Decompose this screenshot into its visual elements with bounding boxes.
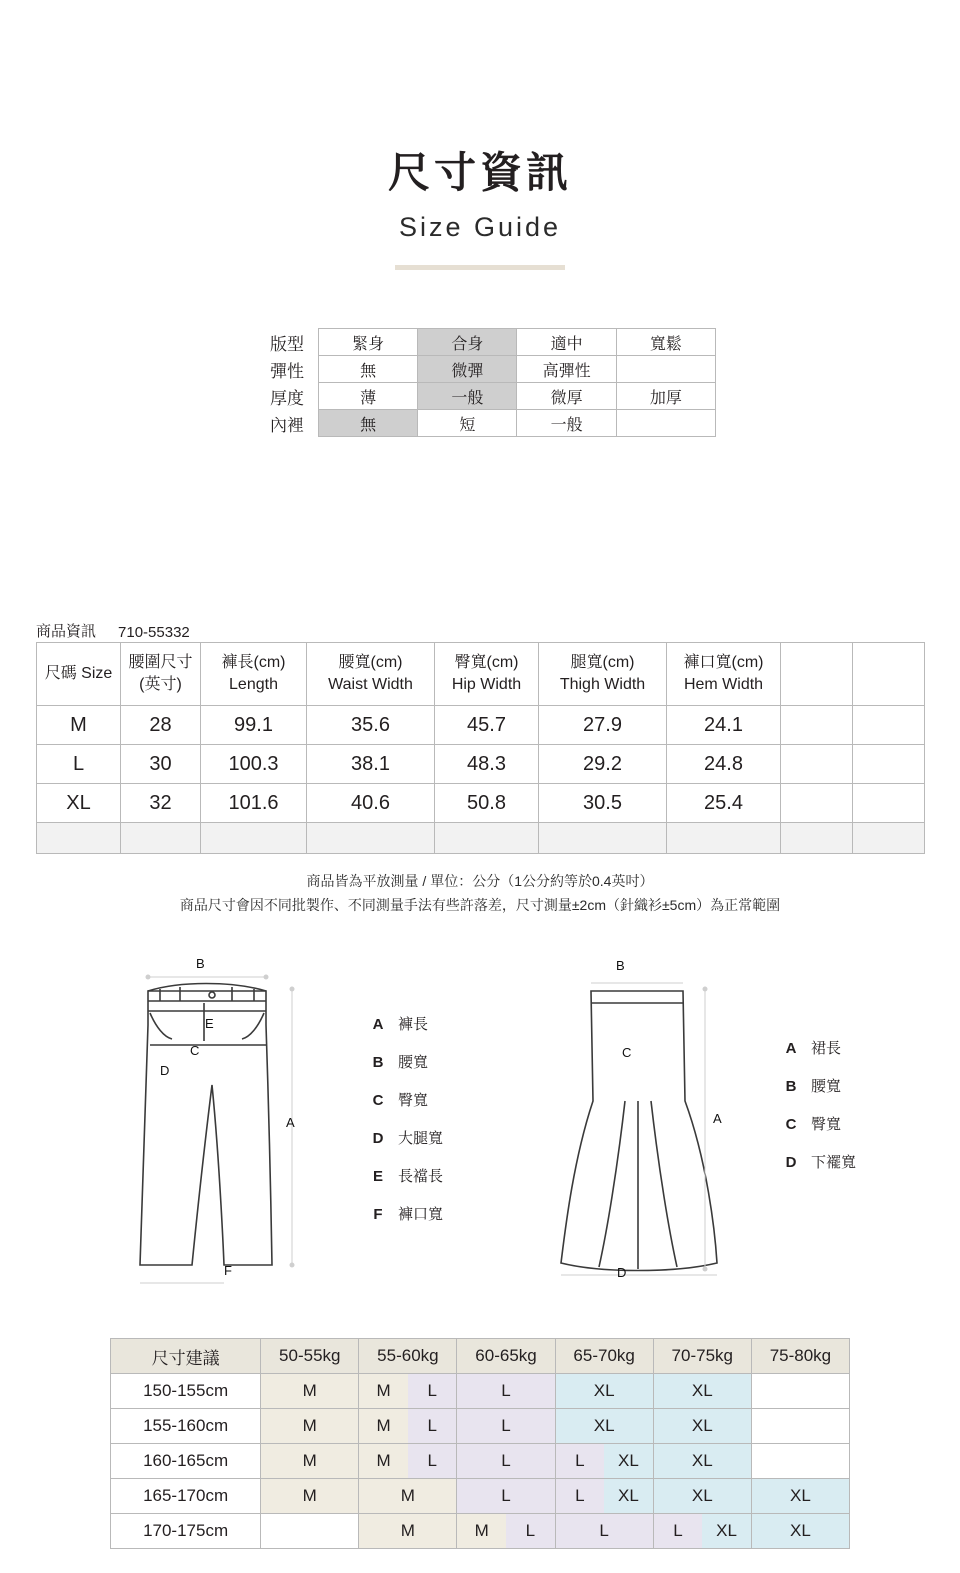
header-zh: 臀寬(cm) (454, 654, 519, 672)
recommended-size (752, 1409, 849, 1443)
recommended-size: XL (654, 1479, 751, 1513)
recommended-size: L (556, 1444, 605, 1478)
size-table-cell: 45.7 (435, 706, 539, 745)
size-table-header-cell (667, 643, 781, 706)
recommendation-cell (751, 1409, 849, 1444)
header-zh: 尺碼 Size (44, 665, 113, 683)
size-table-header-row (37, 643, 925, 706)
recommendation-cell (457, 1514, 555, 1549)
size-table-spacer-cell (539, 823, 667, 854)
recommended-size (752, 1444, 849, 1478)
title-divider (395, 265, 565, 270)
pants-legend (372, 1017, 443, 1245)
recommendation-cell (359, 1514, 457, 1549)
recommended-size: L (408, 1409, 457, 1443)
attribute-label: 版型 (270, 334, 305, 354)
header-zh: 褲長(cm) (221, 654, 286, 672)
recommendation-cell (555, 1444, 653, 1479)
recommendation-cell (457, 1479, 555, 1514)
size-table-cell (853, 784, 925, 823)
pants-legend-label: 褲口寬 (398, 1206, 444, 1223)
skirt-legend-label: 臀寬 (811, 1116, 842, 1133)
recommendation-cell (359, 1444, 457, 1479)
size-table-spacer-cell (121, 823, 201, 854)
recommended-size: XL (604, 1444, 653, 1478)
header-zh: 褲口寬(cm) (683, 654, 764, 672)
recommendation-cell (261, 1444, 359, 1479)
size-table-spacer-cell (853, 823, 925, 854)
size-table-cell (781, 706, 853, 745)
pants-legend-item (372, 1207, 443, 1222)
size-table-cell: 40.6 (307, 784, 435, 823)
size-table-cell: 28 (121, 706, 201, 745)
note-line-1: 商品皆為平放測量 / 單位：公分（1公分約等於0.4英吋） (306, 873, 654, 889)
recommended-size: M (261, 1479, 358, 1513)
recommendation-cell (751, 1479, 849, 1514)
weight-header-cell: 50-55kg (261, 1339, 359, 1374)
size-table-header-cell (37, 643, 121, 706)
size-recommendation-table (110, 1338, 850, 1549)
recommended-size: XL (654, 1374, 751, 1408)
recommendation-cell (261, 1374, 359, 1409)
skirt-legend-key: A (785, 1040, 797, 1057)
skirt-legend-label: 腰寬 (811, 1078, 842, 1095)
pants-legend-label: 腰寬 (398, 1054, 429, 1071)
recommendation-cell (555, 1479, 653, 1514)
header-en: Thigh Width (559, 676, 646, 693)
attribute-option[interactable]: 短 (418, 410, 517, 437)
table-row (37, 745, 925, 784)
attribute-label: 內裡 (270, 415, 305, 435)
table-row (111, 1479, 850, 1514)
recommendation-cell (457, 1374, 555, 1409)
size-table-header-cell (781, 643, 853, 706)
attribute-option[interactable] (616, 410, 715, 437)
recommended-size: L (457, 1444, 554, 1478)
skirt-mark-b: B (616, 958, 625, 973)
recommended-size (752, 1374, 849, 1408)
recommended-size: L (654, 1514, 703, 1548)
recommendation-cell (751, 1514, 849, 1549)
attribute-option[interactable]: 緊身 (319, 329, 418, 356)
pants-legend-label: 褲長 (398, 1016, 429, 1033)
attribute-label: 彈性 (270, 361, 305, 381)
height-row-label: 160-165cm (111, 1444, 261, 1479)
recommendation-cell (555, 1514, 653, 1549)
pants-legend-item (372, 1169, 443, 1184)
attribute-option[interactable]: 高彈性 (517, 356, 616, 383)
recommendation-header-row (111, 1339, 850, 1374)
measurement-diagrams (0, 945, 960, 1300)
header-zh: 腿寬(cm) (570, 654, 635, 672)
skirt-legend-item (785, 1117, 856, 1132)
weight-header-cell: 60-65kg (457, 1339, 555, 1374)
size-table-cell: 48.3 (435, 745, 539, 784)
skirt-legend-key: B (785, 1078, 797, 1095)
attribute-row (228, 383, 716, 410)
size-table-cell: 101.6 (201, 784, 307, 823)
size-recommendation-wrapper (110, 1338, 850, 1549)
height-row-label: 165-170cm (111, 1479, 261, 1514)
size-table-spacer-cell (667, 823, 781, 854)
weight-header-cell: 55-60kg (359, 1339, 457, 1374)
recommended-size: XL (654, 1444, 751, 1478)
size-table-header-cell (307, 643, 435, 706)
recommendation-cell (359, 1409, 457, 1444)
recommended-size: L (408, 1444, 457, 1478)
size-table-spacer-cell (37, 823, 121, 854)
recommended-size: M (359, 1409, 408, 1443)
recommendation-cell (751, 1444, 849, 1479)
header-en: Hem Width (683, 676, 764, 693)
recommended-size: XL (654, 1409, 751, 1443)
weight-header-cell: 75-80kg (751, 1339, 849, 1374)
size-table-header-cell (853, 643, 925, 706)
skirt-legend-key: D (785, 1154, 797, 1171)
recommendation-cell (653, 1409, 751, 1444)
pants-diagram-icon (120, 965, 340, 1295)
attribute-option[interactable]: 加厚 (616, 383, 715, 410)
attribute-option[interactable]: 適中 (517, 329, 616, 356)
size-table-cell: 35.6 (307, 706, 435, 745)
attribute-option[interactable]: 微厚 (517, 383, 616, 410)
size-table (36, 642, 925, 854)
skirt-legend (785, 1041, 856, 1193)
weight-header-cell: 65-70kg (555, 1339, 653, 1374)
recommended-size: XL (752, 1479, 849, 1513)
attribute-option[interactable]: 一般 (418, 383, 517, 410)
size-table-spacer-cell (307, 823, 435, 854)
recommendation-cell (261, 1409, 359, 1444)
pants-legend-key: F (373, 1206, 383, 1223)
pants-legend-item (372, 1017, 443, 1032)
pants-legend-label: 大腿寬 (398, 1130, 444, 1147)
attribute-option[interactable]: 合身 (418, 329, 517, 356)
size-table-spacer-cell (201, 823, 307, 854)
skirt-legend-item (785, 1041, 856, 1056)
recommended-size: M (359, 1444, 408, 1478)
attribute-row (228, 329, 716, 356)
weight-header-cell: 70-75kg (653, 1339, 751, 1374)
recommended-size: L (457, 1374, 554, 1408)
size-table-cell: 30.5 (539, 784, 667, 823)
size-table-cell: 50.8 (435, 784, 539, 823)
recommended-size: M (359, 1514, 456, 1548)
table-row (111, 1409, 850, 1444)
product-info (36, 620, 190, 641)
recommended-size: L (408, 1374, 457, 1408)
pants-mark-b: B (196, 956, 205, 971)
attribute-option[interactable]: 無 (319, 410, 418, 437)
size-table-cell: 25.4 (667, 784, 781, 823)
pants-legend-key: D (372, 1130, 384, 1147)
measurement-notes (0, 870, 960, 918)
size-table-cell (781, 784, 853, 823)
recommendation-cell (751, 1374, 849, 1409)
recommended-size: M (457, 1514, 506, 1548)
pants-mark-e: E (205, 1016, 214, 1031)
pants-legend-label: 長襠長 (398, 1168, 444, 1185)
skirt-legend-label: 下襬寬 (811, 1154, 857, 1171)
recommendation-corner-label: 尺寸建議 (111, 1339, 261, 1374)
recommendation-cell (653, 1444, 751, 1479)
recommended-size: XL (752, 1514, 849, 1548)
recommended-size: M (359, 1479, 456, 1513)
table-row (111, 1514, 850, 1549)
size-table-header-cell (201, 643, 307, 706)
recommended-size: L (556, 1514, 653, 1548)
note-line-2: 商品尺寸會因不同批製作、不同測量手法有些許落差，尺寸測量±2cm（針織衫±5cm）為正常範圍 (179, 896, 781, 913)
recommended-size: XL (556, 1374, 653, 1408)
skirt-mark-d: D (617, 1265, 627, 1280)
size-table-cell: 27.9 (539, 706, 667, 745)
recommended-size: M (261, 1444, 358, 1478)
skirt-mark-c: C (622, 1045, 632, 1060)
pants-legend-key: E (372, 1168, 383, 1185)
skirt-legend-item (785, 1079, 856, 1094)
skirt-diagram-icon (555, 981, 725, 1281)
attribute-option[interactable]: 薄 (319, 383, 418, 410)
size-table-cell (781, 745, 853, 784)
product-code: 710-55332 (118, 624, 190, 641)
pants-legend-item (372, 1131, 443, 1146)
recommended-size: L (457, 1479, 554, 1513)
header-en: Hip Width (451, 676, 522, 693)
pants-mark-d: D (160, 1063, 170, 1078)
attribute-row (228, 356, 716, 383)
size-table-cell (853, 745, 925, 784)
size-table-cell: 24.8 (667, 745, 781, 784)
size-table-cell: XL (37, 784, 121, 823)
pants-legend-label: 臀寬 (398, 1092, 429, 1109)
size-table-spacer-row (37, 823, 925, 854)
recommendation-cell (653, 1374, 751, 1409)
header-zh: 腰寬(cm) (338, 654, 403, 672)
attribute-option[interactable]: 無 (319, 356, 418, 383)
recommended-size: M (261, 1409, 358, 1443)
attribute-label: 厚度 (270, 388, 305, 408)
recommended-size: M (261, 1374, 358, 1408)
recommendation-cell (555, 1409, 653, 1444)
recommended-size: XL (604, 1479, 653, 1513)
size-table-header-cell (121, 643, 201, 706)
size-guide-page (0, 140, 960, 1573)
size-table-spacer-cell (435, 823, 539, 854)
size-table-cell: M (37, 706, 121, 745)
size-table-cell: L (37, 745, 121, 784)
size-table-cell: 24.1 (667, 706, 781, 745)
recommendation-cell (359, 1374, 457, 1409)
height-row-label: 155-160cm (111, 1409, 261, 1444)
header-en: Length (229, 676, 278, 693)
product-info-label: 商品資訊 (36, 623, 97, 640)
recommendation-cell (261, 1514, 359, 1549)
recommended-size: M (359, 1374, 408, 1408)
size-table-wrapper (36, 642, 924, 854)
recommendation-cell (555, 1374, 653, 1409)
pants-mark-a: A (286, 1115, 295, 1130)
attribute-table (228, 328, 716, 437)
size-table-header-cell (539, 643, 667, 706)
skirt-legend-item (785, 1155, 856, 1170)
header-en: (英寸) (139, 676, 182, 693)
recommendation-cell (261, 1479, 359, 1514)
size-table-cell: 38.1 (307, 745, 435, 784)
pants-legend-item (372, 1055, 443, 1070)
pants-mark-c: C (190, 1043, 200, 1058)
pants-legend-item (372, 1093, 443, 1108)
pants-legend-key: C (372, 1092, 384, 1109)
recommended-size: L (506, 1514, 555, 1548)
recommended-size: L (457, 1409, 554, 1443)
pants-mark-f: F (224, 1263, 232, 1278)
table-row (111, 1374, 850, 1409)
size-table-cell: 30 (121, 745, 201, 784)
page-title: 尺寸資訊 (387, 149, 572, 196)
height-row-label: 170-175cm (111, 1514, 261, 1549)
table-row (37, 706, 925, 745)
pants-legend-key: B (372, 1054, 384, 1071)
recommendation-cell (653, 1514, 751, 1549)
size-table-cell: 100.3 (201, 745, 307, 784)
table-row (111, 1444, 850, 1479)
pants-legend-key: A (372, 1016, 384, 1033)
recommended-size (261, 1514, 358, 1548)
skirt-legend-key: C (785, 1116, 797, 1133)
attribute-matrix (228, 328, 716, 437)
attribute-option[interactable] (616, 356, 715, 383)
attribute-row (228, 410, 716, 437)
size-table-cell: 32 (121, 784, 201, 823)
size-table-header-cell (435, 643, 539, 706)
table-row (37, 784, 925, 823)
recommended-size: XL (556, 1409, 653, 1443)
size-table-cell: 99.1 (201, 706, 307, 745)
recommendation-cell (457, 1409, 555, 1444)
attribute-option[interactable]: 寬鬆 (616, 329, 715, 356)
size-table-cell (853, 706, 925, 745)
recommended-size: L (556, 1479, 605, 1513)
attribute-option[interactable]: 微彈 (418, 356, 517, 383)
skirt-mark-a: A (713, 1111, 722, 1126)
recommended-size: XL (702, 1514, 751, 1548)
skirt-legend-label: 裙長 (811, 1040, 842, 1057)
header-zh: 腰圍尺寸 (128, 654, 193, 672)
recommendation-cell (359, 1479, 457, 1514)
recommendation-cell (653, 1479, 751, 1514)
attribute-option[interactable]: 一般 (517, 410, 616, 437)
height-row-label: 150-155cm (111, 1374, 261, 1409)
recommendation-cell (457, 1444, 555, 1479)
size-table-spacer-cell (781, 823, 853, 854)
size-table-cell: 29.2 (539, 745, 667, 784)
header-en: Waist Width (328, 676, 413, 693)
page-subtitle: Size Guide (398, 212, 562, 242)
